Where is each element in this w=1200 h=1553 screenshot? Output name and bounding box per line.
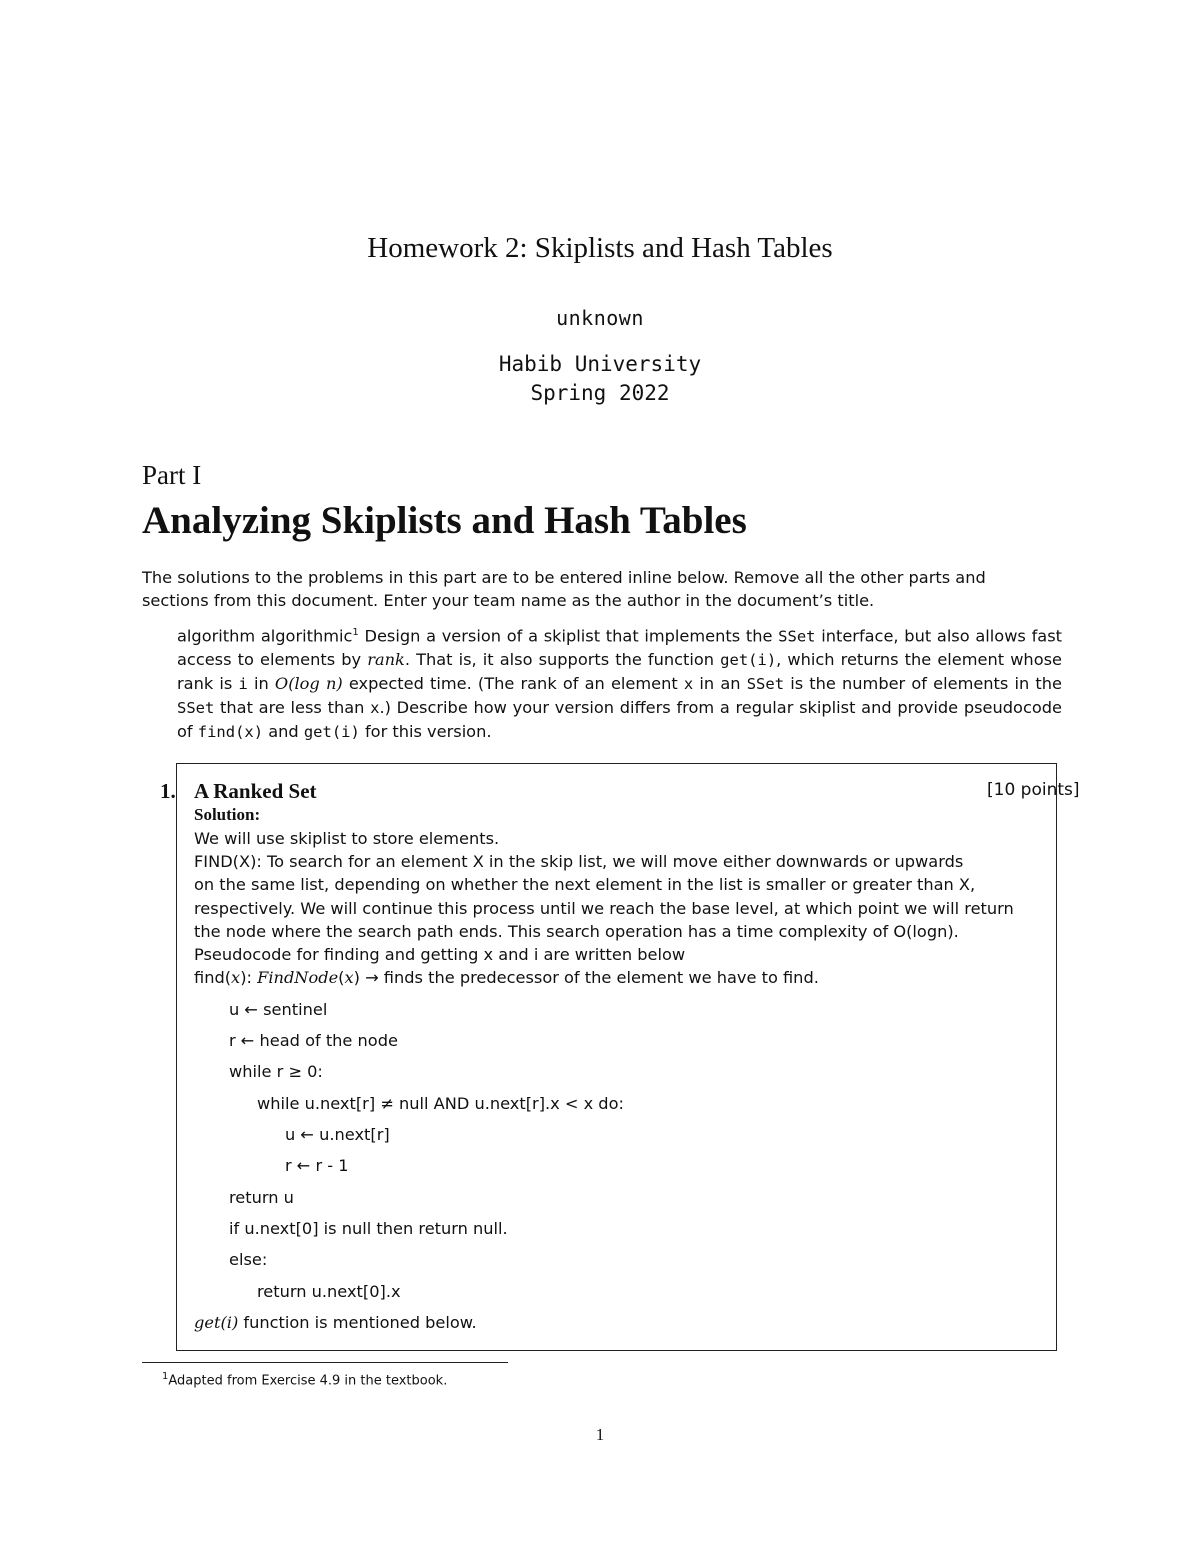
intro-paragraph bbox=[142, 566, 1062, 612]
pseudocode-line: r ← head of the node bbox=[229, 1031, 398, 1050]
intro-line: The solutions to the problems in this part are to be entered inline below. Remove all the other parts and bbox=[142, 568, 986, 587]
intro-line: sections from this document. Enter your team name as the author in the document’s title. bbox=[142, 591, 875, 610]
question-text: that are less than bbox=[214, 698, 371, 718]
question-text: Design a version of a skiplist that implements the bbox=[358, 626, 779, 646]
solution-line: FIND(X): To search for an element X in the skip list, we will move either downwards or upwards bbox=[194, 852, 964, 871]
footnote-rule bbox=[142, 1362, 508, 1363]
term: Spring 2022 bbox=[530, 381, 670, 405]
solution-line: respectively. We will continue this process until we reach the base level, at which point we will return bbox=[194, 899, 1014, 918]
math-term: O(log n) bbox=[274, 674, 343, 694]
footnote-marker: 1 bbox=[352, 627, 359, 638]
code-term: SSet bbox=[177, 699, 215, 718]
document-title: Homework 2: Skiplists and Hash Tables bbox=[367, 232, 833, 264]
pseudocode-line: else: bbox=[229, 1250, 268, 1269]
question-text: for this version. bbox=[359, 722, 492, 742]
footnote-marker: 1 bbox=[162, 1371, 169, 1382]
code-term: SSet bbox=[778, 627, 816, 646]
question-text: algorithm algorithmic bbox=[177, 626, 353, 646]
footnote bbox=[162, 1371, 447, 1388]
code-term: SSet bbox=[746, 675, 785, 694]
question-text: in an bbox=[693, 674, 747, 694]
text: find( bbox=[194, 968, 232, 987]
text: ( bbox=[338, 968, 345, 987]
math-var: x bbox=[231, 968, 241, 987]
question-text: and bbox=[263, 722, 304, 742]
pseudocode-line: if u.next[0] is null then return null. bbox=[229, 1219, 508, 1238]
math-func: get(i) bbox=[194, 1313, 239, 1332]
math-var: x bbox=[344, 968, 354, 987]
problem-number: 1. bbox=[160, 779, 176, 803]
problem-points: [10 points] bbox=[987, 780, 1080, 800]
pseudocode-line: u ← u.next[r] bbox=[285, 1125, 390, 1144]
solution-line: Pseudocode for finding and getting x and i are written below bbox=[194, 945, 686, 964]
closing-line bbox=[194, 1313, 477, 1332]
pseudocode-line: while r ≥ 0: bbox=[229, 1062, 323, 1081]
math-func: FindNode bbox=[257, 968, 339, 987]
question-paragraph bbox=[177, 621, 1062, 744]
question-text: .) Describe how your version differs from a regular skiplist and provide pseudocode of bbox=[177, 698, 1062, 742]
institution: Habib University bbox=[498, 352, 702, 376]
solution-line: on the same list, depending on whether the next element in the list is smaller or greater than X, bbox=[194, 875, 976, 894]
solution-line: We will use skiplist to store elements. bbox=[194, 829, 500, 848]
pseudocode-line: while u.next[r] ≠ null AND u.next[r].x < x do: bbox=[257, 1094, 624, 1113]
solution-line: the node where the search path ends. This search operation has a time complexity of O(logn). bbox=[194, 922, 959, 941]
question-text: . That is, it also supports the function bbox=[404, 650, 721, 670]
code-term: find(x) bbox=[197, 723, 264, 742]
code-term: x bbox=[683, 675, 694, 694]
pseudocode-line: return u bbox=[229, 1188, 294, 1207]
footnote-text: Adapted from Exercise 4.9 in the textbook. bbox=[168, 1373, 448, 1389]
code-term: get(i) bbox=[303, 723, 360, 742]
document-author: unknown bbox=[556, 306, 644, 330]
code-term: x bbox=[370, 699, 380, 718]
part-title: Analyzing Skiplists and Hash Tables bbox=[142, 499, 747, 542]
code-term: i bbox=[238, 675, 248, 694]
text: ): bbox=[240, 968, 258, 987]
solution-label: Solution: bbox=[194, 805, 261, 824]
document-affiliation bbox=[0, 350, 1200, 408]
code-term: get(i) bbox=[720, 651, 777, 670]
question-text: expected time. (The rank of an element bbox=[342, 674, 684, 694]
question-text: , which returns the element whose rank is bbox=[177, 650, 1062, 694]
pseudocode-line: r ← r - 1 bbox=[285, 1156, 349, 1175]
question-text: interface, but also allows fast access to elements by bbox=[177, 626, 1062, 670]
pseudocode-line: u ← sentinel bbox=[229, 1000, 328, 1019]
text: function is mentioned below. bbox=[238, 1313, 477, 1332]
page-number: 1 bbox=[595, 1425, 605, 1444]
emphasis-term: rank bbox=[367, 650, 405, 670]
pseudocode-line: return u.next[0].x bbox=[257, 1282, 401, 1301]
part-label: Part I bbox=[142, 460, 202, 490]
find-signature bbox=[194, 968, 819, 987]
problem-title: A Ranked Set bbox=[194, 779, 317, 803]
text: ) → finds the predecessor of the element we have to find. bbox=[353, 968, 819, 987]
question-text: is the number of elements in the bbox=[784, 674, 1062, 694]
question-text: in bbox=[247, 674, 275, 694]
